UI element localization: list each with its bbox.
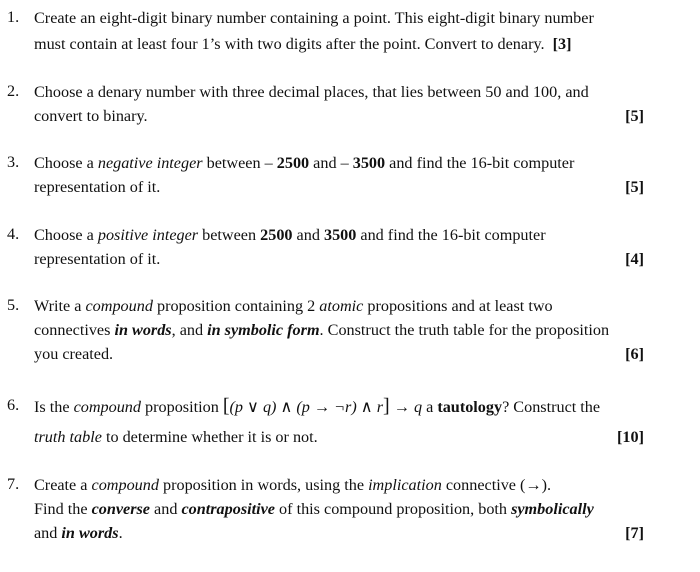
question-text-line: and in words. — [34, 524, 123, 542]
question-text-line: Create a compound proposition in words, using the implication connective (→). — [34, 476, 552, 494]
logic-formula: [(p ∨ q) ∧ (p → ¬r) ∧ r] → q — [222, 395, 423, 417]
question-text-line: representation of it. — [34, 178, 161, 196]
question-text-line: Find the converse and contrapositive of this compound proposition, both symbolically — [34, 500, 594, 518]
question-text-line: Create an eight-digit binary number containing a point. This eight-digit binary number — [34, 9, 594, 27]
question-text-line: Write a compound proposition containing 2 atomic propositions and at least two — [34, 297, 553, 315]
question-text-line: convert to binary. — [34, 107, 148, 125]
question-marks: [5] — [625, 178, 644, 196]
question-text-line: you created. — [34, 345, 114, 363]
question-number: 2. — [7, 82, 20, 100]
question-text-line: Is the compound proposition [(p ∨ q) ∧ (p → ¬r) ∧ r] → q a tautology? Construct the — [34, 395, 601, 417]
question-number: 4. — [7, 225, 20, 243]
question-text-line: Choose a positive integer between 2500 and 3500 and find the 16-bit computer — [34, 226, 546, 244]
question-text-line: representation of it. — [34, 250, 161, 268]
question-text-line: Choose a negative integer between – 2500 and – 3500 and find the 16-bit computer — [34, 154, 575, 172]
question-marks: [7] — [625, 524, 644, 542]
question-marks: [10] — [617, 428, 644, 446]
question-marks: [6] — [625, 345, 644, 363]
question-number: 6. — [7, 396, 20, 414]
question-text-line: truth table to determine whether it is or not. — [34, 428, 318, 446]
question-number: 3. — [7, 153, 20, 171]
question-marks: [4] — [625, 250, 644, 268]
question-number: 7. — [7, 475, 20, 493]
question-number: 1. — [7, 8, 20, 26]
question-marks: [3] — [552, 35, 572, 53]
question-marks: [5] — [625, 107, 644, 125]
question-text-line: connectives in words, and in symbolic form. Construct the truth table for the proposition — [34, 321, 610, 339]
question-text-line: Choose a denary number with three decimal places, that lies between 50 and 100, and — [34, 83, 589, 101]
question-text-line: must contain at least four 1’s with two digits after the point. Convert to denary. [3] — [34, 35, 572, 53]
question-number: 5. — [7, 296, 20, 314]
